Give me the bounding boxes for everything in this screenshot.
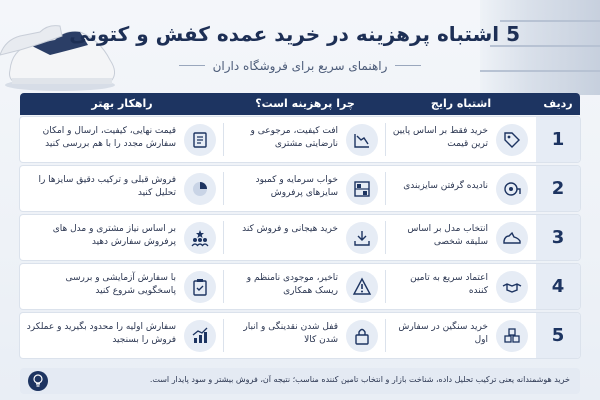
column-header-row-number: ردیف: [543, 97, 573, 110]
column-header-fix: راهکار بهتر: [91, 97, 153, 110]
column-divider: [223, 172, 224, 205]
price-tag-icon: [496, 124, 528, 156]
lightbulb-icon: [28, 371, 48, 391]
footer-note: [20, 368, 580, 394]
mistake-text: انتخاب مدل بر اساس سلیقه شخصی: [407, 224, 488, 247]
growth-chart-icon: [184, 320, 216, 352]
row-number: 4: [536, 264, 580, 309]
why-text: خواب سرمایه و کمبود سایزهای پرفروش: [255, 175, 338, 198]
row-number: 1: [536, 117, 580, 162]
lock-icon: [346, 320, 378, 352]
mistake-text: نادیده گرفتن سایزبندی: [403, 181, 488, 191]
why-text: قفل شدن نقدینگی و انبار شدن کالا: [243, 322, 338, 345]
clipboard-check-icon: [184, 271, 216, 303]
column-header-why: چرا پرهزینه است؟: [255, 97, 355, 110]
column-divider: [223, 319, 224, 352]
declining-chart-icon: [346, 124, 378, 156]
table-row: [20, 313, 580, 358]
handshake-icon: [496, 271, 528, 303]
column-header-mistake: اشتباه رایج: [430, 97, 492, 110]
column-divider: [223, 123, 224, 156]
fix-text: قیمت نهایی، کیفیت، ارسال و امکان سفارش مجدد را با هم بررسی کنید: [42, 126, 176, 149]
row-number: 2: [536, 166, 580, 211]
subtitle-divider-right: [395, 65, 421, 66]
stacked-boxes-icon: [496, 320, 528, 352]
pie-chart-icon: [184, 173, 216, 205]
column-divider: [385, 123, 386, 156]
customers-star-icon: [184, 222, 216, 254]
subtitle-divider-left: [179, 65, 205, 66]
table-row: [20, 117, 580, 162]
fix-text: بر اساس نیاز مشتری و مدل های پرفروش سفارش دهید: [52, 224, 176, 247]
page-title: 5 اشتباه پرهزینه در خرید عمده کفش و کتونی: [69, 22, 520, 46]
table-header: [20, 93, 580, 115]
mistake-text: خرید سنگین در سفارش اول: [398, 322, 488, 345]
why-text: خرید هیجانی و فروش کند: [242, 224, 338, 234]
page-subtitle: راهنمای سریع برای فروشگاه داران: [212, 59, 388, 73]
warehouse-shelves-image: [480, 0, 600, 95]
measuring-tape-icon: [496, 173, 528, 205]
mistake-text: خرید فقط بر اساس پایین ترین قیمت: [392, 126, 488, 149]
column-divider: [223, 221, 224, 254]
download-box-icon: [346, 222, 378, 254]
fix-text: فروش قبلی و ترکیب دقیق سایزها را تحلیل کنید: [38, 175, 176, 198]
why-text: افت کیفیت، مرجوعی و نارضایتی مشتری: [250, 126, 338, 149]
column-divider: [385, 319, 386, 352]
why-text: تاخیر، موجودی نامنظم و ریسک همکاری: [246, 273, 338, 296]
fix-text: سفارش اولیه را محدود بگیرید و عملکرد فروش را بسنجید: [26, 322, 176, 345]
row-number: 5: [536, 313, 580, 358]
column-divider: [385, 172, 386, 205]
table-row: [20, 264, 580, 309]
column-divider: [385, 221, 386, 254]
row-number: 3: [536, 215, 580, 260]
table-row: [20, 215, 580, 260]
footer-text: خرید هوشمندانه یعنی ترکیب تحلیل داده، شناخت بازار و انتخاب تامین کننده مناسب؛ نتیجه آن، فروش بیشتر و سود پایدار است.: [149, 375, 570, 384]
sneaker-icon: [496, 222, 528, 254]
table-row: [20, 166, 580, 211]
column-divider: [223, 270, 224, 303]
warning-icon: [346, 271, 378, 303]
sneakers-image: [0, 0, 130, 95]
mistake-text: اعتماد سریع به تامین کننده: [410, 273, 488, 296]
column-divider: [385, 270, 386, 303]
fix-text: با سفارش آزمایشی و بررسی پاسخگویی شروع کنید: [65, 273, 176, 296]
subtitle-row: [0, 55, 600, 74]
checklist-icon: [184, 124, 216, 156]
warehouse-shelf-icon: [346, 173, 378, 205]
mistakes-table: [20, 93, 580, 362]
